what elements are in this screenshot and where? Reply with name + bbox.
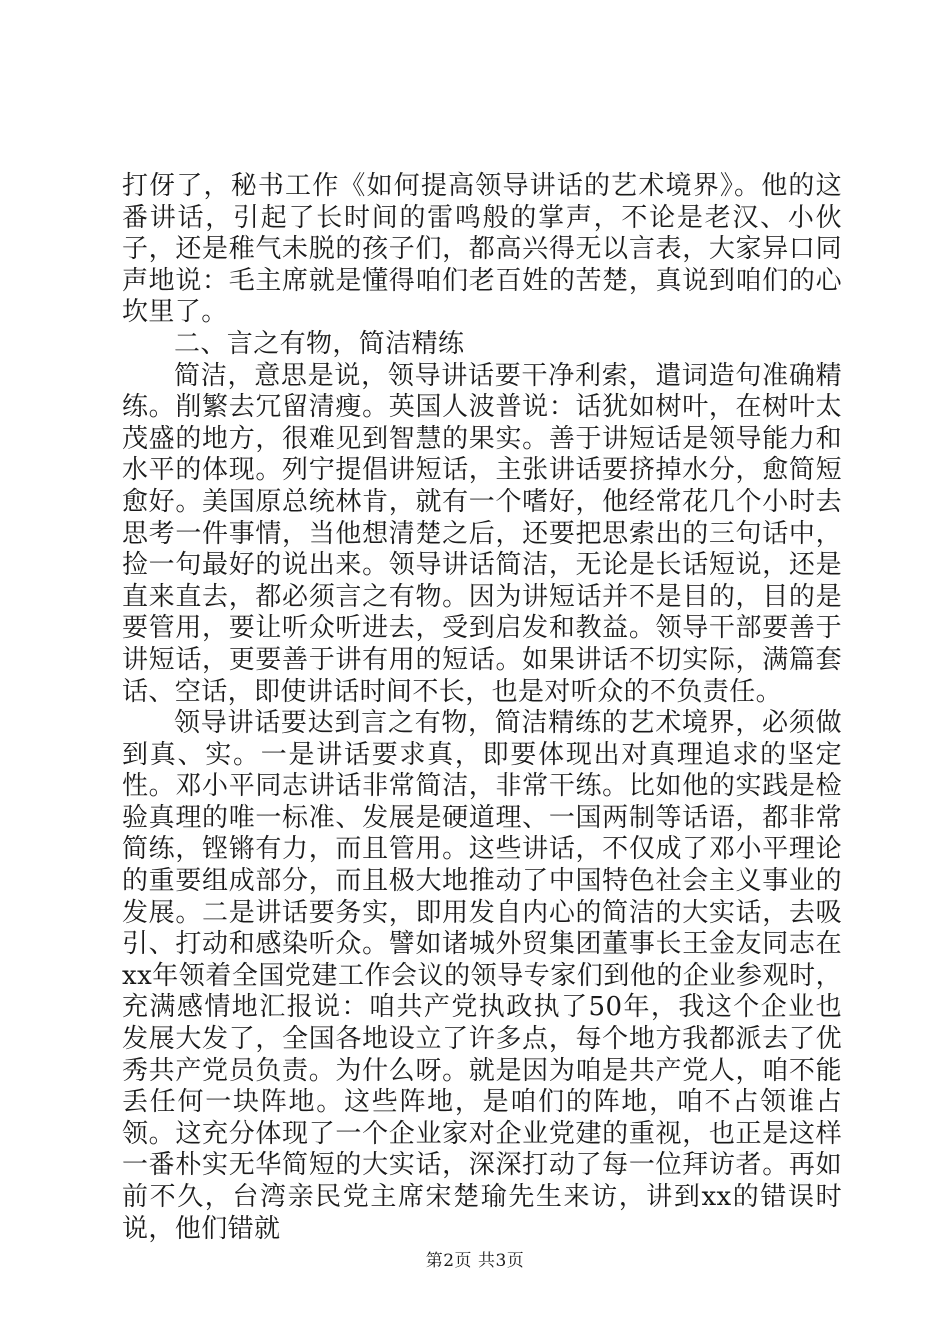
section-heading: 二、言之有物，简洁精练 — [174, 328, 465, 359]
document-body — [122, 171, 842, 1245]
paragraph-truth-substance: 领导讲话要达到言之有物，简洁精练的艺术境界，必须做到真、实。一是讲话要求真，即要体现出对真理追求的坚定性。邓小平同志讲话非常简洁，非常干练。比如他的实践是检验真理的唯一标准、发展是硬道理、一国两制等话语，都非常简练，铿锵有力，而且管用。这些讲话，不仅成了邓小平理论的重要组成部分，而且极大地推动了中国特色社会主义事业的发展。二是讲话要务实，即用发自内心的简洁的大实话，去吸引、打动和感染听众。譬如诸城外贸集团董事长王金友同志在xx年领着全国党建工作会议的领导专家们到他的企业参观时，充满感情地汇报说：咱共产党执政执了50年，我这个企业也发展大发了，全国各地设立了许多点，每个地方我都派去了优秀共产党员负责。为什么呀。就是因为咱是共产党人，咱不能丢任何一块阵地。这些阵地，是咱们的阵地，咱不占领谁占领。这充分体现了一个企业家对企业党建的重视，也正是这样一番朴实无华简短的大实话，深深打动了每一位拜访者。再如前不久，台湾亲民党主席宋楚瑜先生来访，讲到xx的错误时说，他们错就 — [122, 708, 842, 1244]
paragraph-concise: 简洁，意思是说，领导讲话要干净利索，遣词造句准确精练。削繁去冗留清瘦。英国人波普说：话犹如树叶，在树叶太茂盛的地方，很难见到智慧的果实。善于讲短话是领导能力和水平的体现。列宁提倡讲短话，主张讲话要挤掉水分，愈简短愈好。美国原总统林肯，就有一个嗜好，他经常花几个小时去思考一件事情，当他想清楚之后，还要把思索出的三句话中，捡一句最好的说出来。领导讲话简洁，无论是长话短说，还是直来直去，都必须言之有物。因为讲短话并不是目的，目的是要管用，要让听众听进去，受到启发和教益。领导干部要善于讲短话，更要善于讲有用的短话。如果讲话不切实际，满篇套话、空话，即使讲话时间不长，也是对听众的不负责任。 — [122, 360, 842, 707]
page-footer: 第2页 共3页 — [425, 1251, 525, 1271]
paragraph-continuation: 打伢了，秘书工作《如何提高领导讲话的艺术境界》。他的这番讲话，引起了长时间的雷鸣般的掌声，不论是老汉、小伙子，还是稚气未脱的孩子们，都高兴得无以言表，大家异口同声地说：毛主席就是懂得咱们老百姓的苦楚，真说到咱们的心坎里了。 — [122, 171, 842, 328]
